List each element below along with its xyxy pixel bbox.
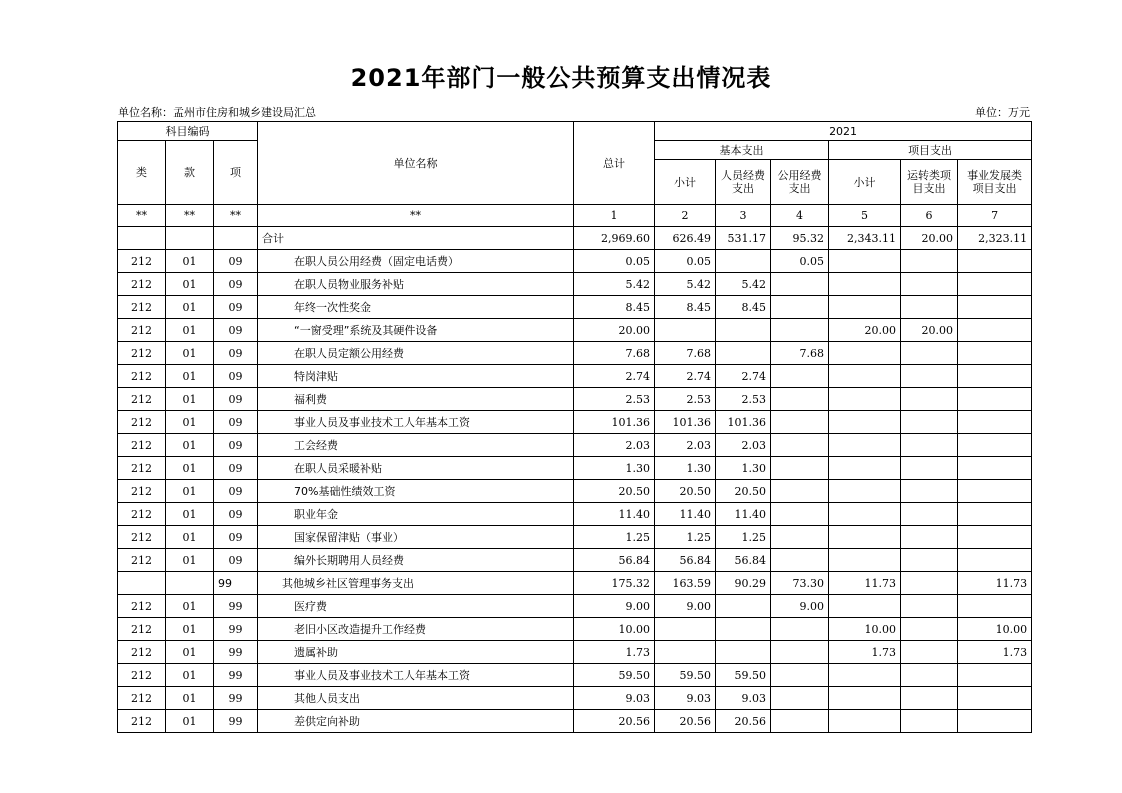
- item-code-cell: 99: [214, 641, 258, 664]
- project-subtotal-cell: 2,343.11: [829, 227, 901, 250]
- item-name-cell: 福利费: [258, 388, 574, 411]
- development-project-cell: [958, 365, 1032, 388]
- personnel-expense-header: 人员经费支出: [716, 160, 771, 205]
- xiang-header: 项: [214, 141, 258, 205]
- index-cell: 3: [716, 205, 771, 227]
- table-row: [118, 411, 1032, 434]
- basic-subtotal-cell: [655, 319, 716, 342]
- total-cell: 2.53: [574, 388, 655, 411]
- project-subtotal-cell: [829, 457, 901, 480]
- section-code-cell: 01: [166, 503, 214, 526]
- category-code-cell: 212: [118, 411, 166, 434]
- development-project-cell: [958, 526, 1032, 549]
- project-subtotal-cell: [829, 296, 901, 319]
- project-subtotal-cell: 20.00: [829, 319, 901, 342]
- item-code-cell: 09: [214, 342, 258, 365]
- total-cell: 5.42: [574, 273, 655, 296]
- basic-subtotal-cell: 1.25: [655, 526, 716, 549]
- basic-subtotal-cell: 163.59: [655, 572, 716, 595]
- index-cell: **: [118, 205, 166, 227]
- basic-subtotal-cell: 8.45: [655, 296, 716, 319]
- public-expense-cell: [771, 618, 829, 641]
- total-cell: 10.00: [574, 618, 655, 641]
- category-code-cell: 212: [118, 595, 166, 618]
- unit-name-label: 单位名称：孟州市住房和城乡建设局汇总: [118, 106, 316, 119]
- table-row: [118, 250, 1032, 273]
- item-name-cell: 差供定向补助: [258, 710, 574, 733]
- project-subtotal-cell: [829, 549, 901, 572]
- item-name-cell: 年终一次性奖金: [258, 296, 574, 319]
- public-expense-cell: [771, 434, 829, 457]
- item-name-cell: 在职人员物业服务补贴: [258, 273, 574, 296]
- section-code-cell: 01: [166, 641, 214, 664]
- development-project-cell: [958, 411, 1032, 434]
- total-cell: 20.56: [574, 710, 655, 733]
- development-project-cell: [958, 687, 1032, 710]
- total-cell: 9.00: [574, 595, 655, 618]
- personnel-expense-cell: 2.53: [716, 388, 771, 411]
- section-code-cell: 01: [166, 250, 214, 273]
- category-code-cell: 212: [118, 503, 166, 526]
- basic-subtotal-cell: [655, 618, 716, 641]
- total-cell: 2,969.60: [574, 227, 655, 250]
- index-cell: **: [258, 205, 574, 227]
- item-name-cell: 合计: [258, 227, 574, 250]
- basic-subtotal-cell: 2.74: [655, 365, 716, 388]
- operation-project-cell: [901, 411, 958, 434]
- operation-project-cell: [901, 572, 958, 595]
- total-cell: 101.36: [574, 411, 655, 434]
- personnel-expense-cell: [716, 641, 771, 664]
- currency-unit-label: 单位：万元: [975, 106, 1030, 119]
- item-code-cell: 09: [214, 434, 258, 457]
- item-name-cell: 遗属补助: [258, 641, 574, 664]
- personnel-expense-cell: 90.29: [716, 572, 771, 595]
- section-code-cell: 01: [166, 342, 214, 365]
- subject-code-header: 科目编码: [118, 122, 258, 141]
- development-project-cell: [958, 342, 1032, 365]
- public-expense-cell: 95.32: [771, 227, 829, 250]
- group-row: [118, 572, 1032, 595]
- category-code-cell: 212: [118, 526, 166, 549]
- operation-project-cell: [901, 618, 958, 641]
- total-cell: 7.68: [574, 342, 655, 365]
- total-cell: 2.03: [574, 434, 655, 457]
- section-code-cell: 01: [166, 664, 214, 687]
- section-code-cell: [166, 572, 214, 595]
- public-expense-cell: [771, 687, 829, 710]
- personnel-expense-cell: 59.50: [716, 664, 771, 687]
- basic-subtotal-cell: 20.56: [655, 710, 716, 733]
- operation-project-cell: [901, 457, 958, 480]
- public-expense-header: 公用经费支出: [771, 160, 829, 205]
- index-row: [118, 205, 1032, 227]
- development-project-cell: [958, 434, 1032, 457]
- section-code-cell: [166, 227, 214, 250]
- category-code-cell: 212: [118, 710, 166, 733]
- project-subtotal-cell: 10.00: [829, 618, 901, 641]
- category-code-cell: 212: [118, 319, 166, 342]
- item-name-cell: 其他人员支出: [258, 687, 574, 710]
- category-code-cell: 212: [118, 273, 166, 296]
- operation-project-cell: [901, 296, 958, 319]
- basic-subtotal-cell: 2.03: [655, 434, 716, 457]
- table-row: [118, 480, 1032, 503]
- personnel-expense-cell: 101.36: [716, 411, 771, 434]
- index-cell: 2: [655, 205, 716, 227]
- item-code-cell: 09: [214, 503, 258, 526]
- personnel-expense-cell: [716, 618, 771, 641]
- total-cell: 175.32: [574, 572, 655, 595]
- item-code-cell: 99: [214, 618, 258, 641]
- table-row: [118, 365, 1032, 388]
- category-code-cell: [118, 572, 166, 595]
- public-expense-cell: [771, 480, 829, 503]
- total-header: 总计: [574, 122, 655, 205]
- development-project-cell: [958, 549, 1032, 572]
- item-code-cell: 99: [214, 595, 258, 618]
- table-row: [118, 641, 1032, 664]
- item-name-cell: 70%基础性绩效工资: [258, 480, 574, 503]
- item-code-cell: 09: [214, 526, 258, 549]
- section-code-cell: 01: [166, 480, 214, 503]
- basic-subtotal-cell: 5.42: [655, 273, 716, 296]
- category-code-cell: 212: [118, 365, 166, 388]
- public-expense-cell: [771, 457, 829, 480]
- item-name-cell: 工会经费: [258, 434, 574, 457]
- item-code-cell: 09: [214, 388, 258, 411]
- operation-project-cell: [901, 434, 958, 457]
- category-code-cell: 212: [118, 296, 166, 319]
- section-code-cell: 01: [166, 687, 214, 710]
- table-row: [118, 618, 1032, 641]
- project-subtotal-cell: [829, 664, 901, 687]
- operation-project-cell: 20.00: [901, 319, 958, 342]
- public-expense-cell: 7.68: [771, 342, 829, 365]
- basic-subtotal-cell: 2.53: [655, 388, 716, 411]
- table-row: [118, 273, 1032, 296]
- personnel-expense-cell: 1.25: [716, 526, 771, 549]
- category-code-cell: 212: [118, 434, 166, 457]
- basic-expenditure-header: 基本支出: [655, 141, 829, 160]
- lei-header: 类: [118, 141, 166, 205]
- total-cell: 56.84: [574, 549, 655, 572]
- project-subtotal-cell: [829, 526, 901, 549]
- operation-project-header: 运转类项目支出: [901, 160, 958, 205]
- personnel-expense-cell: [716, 319, 771, 342]
- basic-subtotal-cell: 56.84: [655, 549, 716, 572]
- item-code-cell: 99: [214, 664, 258, 687]
- project-subtotal-cell: [829, 503, 901, 526]
- category-code-cell: 212: [118, 388, 166, 411]
- operation-project-cell: [901, 549, 958, 572]
- project-subtotal-cell: [829, 480, 901, 503]
- development-project-cell: [958, 503, 1032, 526]
- table-row: [118, 503, 1032, 526]
- public-expense-cell: [771, 641, 829, 664]
- item-code-cell: 09: [214, 296, 258, 319]
- development-project-cell: 1.73: [958, 641, 1032, 664]
- public-expense-cell: [771, 503, 829, 526]
- operation-project-cell: [901, 595, 958, 618]
- section-code-cell: 01: [166, 526, 214, 549]
- public-expense-cell: [771, 664, 829, 687]
- item-name-cell: 在职人员定额公用经费: [258, 342, 574, 365]
- item-name-cell: 编外长期聘用人员经费: [258, 549, 574, 572]
- table-row: [118, 296, 1032, 319]
- operation-project-cell: [901, 273, 958, 296]
- development-project-cell: [958, 595, 1032, 618]
- operation-project-cell: [901, 710, 958, 733]
- development-project-cell: [958, 388, 1032, 411]
- operation-project-cell: [901, 250, 958, 273]
- personnel-expense-cell: 531.17: [716, 227, 771, 250]
- budget-table: [117, 121, 1032, 733]
- section-code-cell: 01: [166, 618, 214, 641]
- unit-name-header: 单位名称: [258, 122, 574, 205]
- category-code-cell: 212: [118, 618, 166, 641]
- development-project-cell: [958, 296, 1032, 319]
- basic-subtotal-cell: 59.50: [655, 664, 716, 687]
- item-code-cell: 09: [214, 365, 258, 388]
- index-cell: **: [214, 205, 258, 227]
- development-project-cell: [958, 273, 1032, 296]
- item-code-cell: 99: [214, 710, 258, 733]
- item-code-cell: [214, 227, 258, 250]
- index-cell: 5: [829, 205, 901, 227]
- item-code-cell: 99: [214, 687, 258, 710]
- public-expense-cell: [771, 296, 829, 319]
- item-name-cell: 在职人员公用经费（固定电话费）: [258, 250, 574, 273]
- operation-project-cell: [901, 687, 958, 710]
- category-code-cell: 212: [118, 342, 166, 365]
- section-code-cell: 01: [166, 549, 214, 572]
- operation-project-cell: [901, 641, 958, 664]
- public-expense-cell: [771, 526, 829, 549]
- public-expense-cell: [771, 365, 829, 388]
- section-code-cell: 01: [166, 434, 214, 457]
- basic-subtotal-cell: 20.50: [655, 480, 716, 503]
- development-project-cell: [958, 319, 1032, 342]
- section-code-cell: 01: [166, 319, 214, 342]
- public-expense-cell: [771, 549, 829, 572]
- category-code-cell: 212: [118, 549, 166, 572]
- development-project-cell: 2,323.11: [958, 227, 1032, 250]
- category-code-cell: 212: [118, 457, 166, 480]
- development-project-cell: [958, 457, 1032, 480]
- total-cell: 1.25: [574, 526, 655, 549]
- project-subtotal-cell: [829, 342, 901, 365]
- total-cell: 20.00: [574, 319, 655, 342]
- development-project-cell: [958, 710, 1032, 733]
- basic-subtotal-cell: 9.03: [655, 687, 716, 710]
- table-row: [118, 710, 1032, 733]
- item-code-cell: 09: [214, 480, 258, 503]
- table-row: [118, 526, 1032, 549]
- item-name-cell: 国家保留津贴（事业）: [258, 526, 574, 549]
- basic-subtotal-cell: 9.00: [655, 595, 716, 618]
- category-code-cell: 212: [118, 641, 166, 664]
- personnel-expense-cell: 2.03: [716, 434, 771, 457]
- public-expense-cell: [771, 710, 829, 733]
- project-subtotal-cell: [829, 250, 901, 273]
- total-cell: 2.74: [574, 365, 655, 388]
- personnel-expense-cell: 2.74: [716, 365, 771, 388]
- kuan-header: 款: [166, 141, 214, 205]
- personnel-expense-cell: 9.03: [716, 687, 771, 710]
- report-title: 2021年部门一般公共预算支出情况表: [350, 64, 772, 92]
- total-row: [118, 227, 1032, 250]
- item-name-cell: 医疗费: [258, 595, 574, 618]
- category-code-cell: 212: [118, 687, 166, 710]
- basic-subtotal-cell: 626.49: [655, 227, 716, 250]
- category-code-cell: 212: [118, 250, 166, 273]
- project-subtotal-cell: [829, 365, 901, 388]
- table-row: [118, 342, 1032, 365]
- total-cell: 9.03: [574, 687, 655, 710]
- basic-subtotal-cell: 0.05: [655, 250, 716, 273]
- item-name-cell: 特岗津贴: [258, 365, 574, 388]
- public-expense-cell: 9.00: [771, 595, 829, 618]
- project-subtotal-cell: 1.73: [829, 641, 901, 664]
- project-subtotal-cell: [829, 710, 901, 733]
- section-code-cell: 01: [166, 457, 214, 480]
- item-code-cell: 09: [214, 319, 258, 342]
- personnel-expense-cell: 5.42: [716, 273, 771, 296]
- development-project-cell: 11.73: [958, 572, 1032, 595]
- project-subtotal-cell: 11.73: [829, 572, 901, 595]
- project-subtotal-cell: [829, 273, 901, 296]
- table-row: [118, 549, 1032, 572]
- category-code-cell: 212: [118, 664, 166, 687]
- personnel-expense-cell: 11.40: [716, 503, 771, 526]
- public-expense-cell: [771, 273, 829, 296]
- basic-subtotal-cell: 11.40: [655, 503, 716, 526]
- total-cell: 11.40: [574, 503, 655, 526]
- table-row: [118, 595, 1032, 618]
- operation-project-cell: [901, 342, 958, 365]
- operation-project-cell: [901, 388, 958, 411]
- personnel-expense-cell: [716, 342, 771, 365]
- index-cell: 4: [771, 205, 829, 227]
- operation-project-cell: [901, 480, 958, 503]
- item-code-cell: 99: [214, 572, 258, 595]
- development-project-cell: [958, 250, 1032, 273]
- personnel-expense-cell: 20.56: [716, 710, 771, 733]
- development-project-header: 事业发展类项目支出: [958, 160, 1032, 205]
- basic-subtotal-header: 小计: [655, 160, 716, 205]
- public-expense-cell: [771, 319, 829, 342]
- section-code-cell: 01: [166, 595, 214, 618]
- item-name-cell: 其他城乡社区管理事务支出: [258, 572, 574, 595]
- personnel-expense-cell: [716, 595, 771, 618]
- public-expense-cell: [771, 388, 829, 411]
- project-subtotal-cell: [829, 434, 901, 457]
- total-cell: 1.30: [574, 457, 655, 480]
- item-name-cell: 老旧小区改造提升工作经费: [258, 618, 574, 641]
- development-project-cell: [958, 664, 1032, 687]
- index-cell: **: [166, 205, 214, 227]
- item-code-cell: 09: [214, 250, 258, 273]
- item-name-cell: 职业年金: [258, 503, 574, 526]
- project-subtotal-cell: [829, 595, 901, 618]
- project-subtotal-header: 小计: [829, 160, 901, 205]
- total-cell: 20.50: [574, 480, 655, 503]
- table-row: [118, 457, 1032, 480]
- development-project-cell: 10.00: [958, 618, 1032, 641]
- public-expense-cell: [771, 411, 829, 434]
- table-row: [118, 664, 1032, 687]
- category-code-cell: [118, 227, 166, 250]
- section-code-cell: 01: [166, 296, 214, 319]
- index-cell: 7: [958, 205, 1032, 227]
- section-code-cell: 01: [166, 411, 214, 434]
- item-name-cell: “一窗受理”系统及其硬件设备: [258, 319, 574, 342]
- item-code-cell: 09: [214, 411, 258, 434]
- personnel-expense-cell: 56.84: [716, 549, 771, 572]
- operation-project-cell: [901, 526, 958, 549]
- item-name-cell: 事业人员及事业技术工人年基本工资: [258, 664, 574, 687]
- basic-subtotal-cell: 7.68: [655, 342, 716, 365]
- operation-project-cell: 20.00: [901, 227, 958, 250]
- personnel-expense-cell: 20.50: [716, 480, 771, 503]
- year-header: 2021: [655, 122, 1032, 141]
- project-subtotal-cell: [829, 411, 901, 434]
- total-cell: 1.73: [574, 641, 655, 664]
- section-code-cell: 01: [166, 388, 214, 411]
- item-code-cell: 09: [214, 549, 258, 572]
- total-cell: 59.50: [574, 664, 655, 687]
- project-subtotal-cell: [829, 687, 901, 710]
- table-row: [118, 388, 1032, 411]
- basic-subtotal-cell: [655, 641, 716, 664]
- operation-project-cell: [901, 365, 958, 388]
- item-code-cell: 09: [214, 457, 258, 480]
- public-expense-cell: 0.05: [771, 250, 829, 273]
- table-row: [118, 319, 1032, 342]
- operation-project-cell: [901, 503, 958, 526]
- operation-project-cell: [901, 664, 958, 687]
- category-code-cell: 212: [118, 480, 166, 503]
- public-expense-cell: 73.30: [771, 572, 829, 595]
- personnel-expense-cell: 1.30: [716, 457, 771, 480]
- item-name-cell: 事业人员及事业技术工人年基本工资: [258, 411, 574, 434]
- basic-subtotal-cell: 101.36: [655, 411, 716, 434]
- total-cell: 8.45: [574, 296, 655, 319]
- personnel-expense-cell: [716, 250, 771, 273]
- item-code-cell: 09: [214, 273, 258, 296]
- basic-subtotal-cell: 1.30: [655, 457, 716, 480]
- project-expenditure-header: 项目支出: [829, 141, 1032, 160]
- section-code-cell: 01: [166, 710, 214, 733]
- index-cell: 6: [901, 205, 958, 227]
- section-code-cell: 01: [166, 273, 214, 296]
- development-project-cell: [958, 480, 1032, 503]
- index-cell: 1: [574, 205, 655, 227]
- table-row: [118, 687, 1032, 710]
- section-code-cell: 01: [166, 365, 214, 388]
- personnel-expense-cell: 8.45: [716, 296, 771, 319]
- project-subtotal-cell: [829, 388, 901, 411]
- total-cell: 0.05: [574, 250, 655, 273]
- table-row: [118, 434, 1032, 457]
- item-name-cell: 在职人员采暖补贴: [258, 457, 574, 480]
